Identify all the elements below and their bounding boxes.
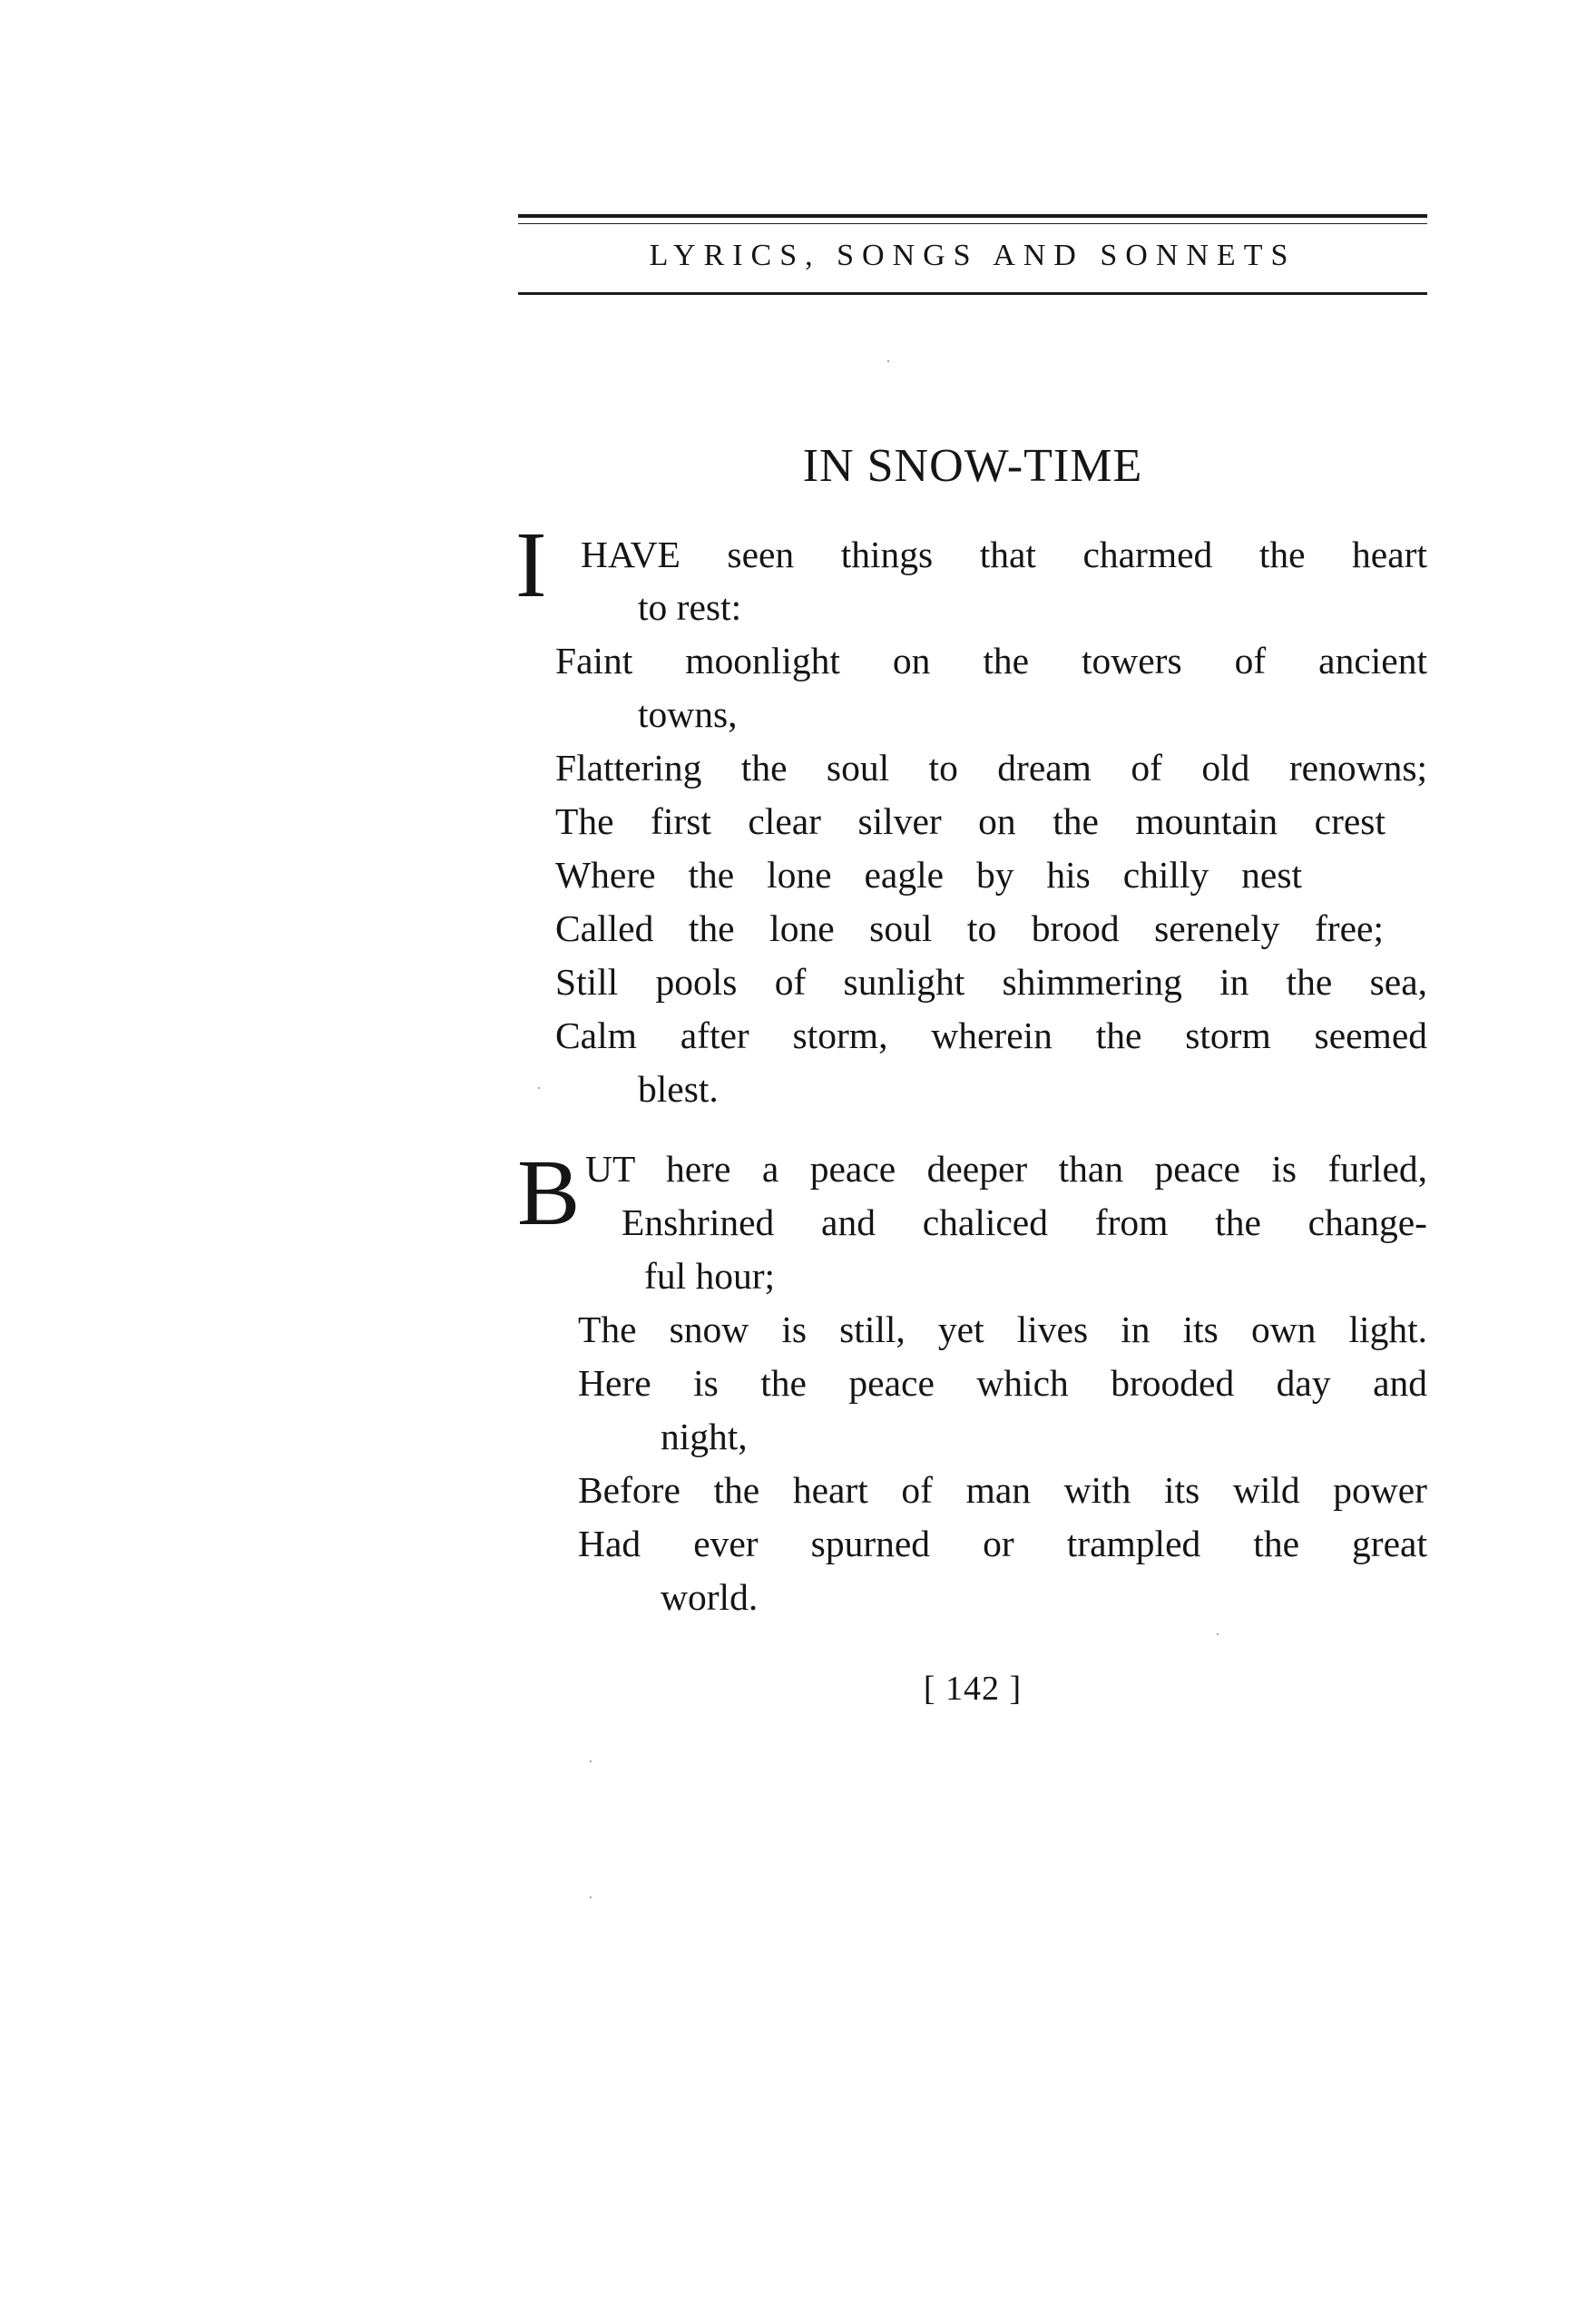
dropcap-i: I xyxy=(515,513,547,617)
poem-line: blest. xyxy=(638,1068,719,1110)
poem-line: Flattering the soul to dream of old renowns; xyxy=(555,747,1427,789)
paper-speck xyxy=(538,1087,540,1089)
poem-title: IN SNOW-TIME xyxy=(802,440,1143,492)
poem-line: Had ever spurned or trampled the great xyxy=(578,1523,1427,1564)
poem-line: Called the lone soul to brood serenely free; xyxy=(555,907,1384,949)
poem-line: Calm after storm, wherein the storm seemed xyxy=(555,1014,1427,1056)
poem-line: Where the lone eagle by his chilly nest xyxy=(555,854,1302,896)
poem-line: HAVE seen things that charmed the heart xyxy=(581,534,1427,575)
poem-line: Enshrined and chaliced from the change- xyxy=(622,1201,1427,1243)
poem-line: Before the heart of man with its wild power xyxy=(578,1469,1427,1511)
paper-speck xyxy=(887,360,889,362)
poem-line: towns, xyxy=(638,693,738,735)
poem-line: Faint moonlight on the towers of ancient xyxy=(555,640,1427,681)
running-head: LYRICS, SONGS AND SONNETS xyxy=(649,239,1297,272)
header-rule-bottom xyxy=(518,292,1427,295)
dropcap-b: B xyxy=(517,1141,581,1245)
poem-line: ful hour; xyxy=(644,1255,776,1297)
poem-line: The snow is still, yet lives in its own light. xyxy=(578,1308,1427,1350)
paper-speck xyxy=(1217,1633,1219,1635)
poem-line: UT here a peace deeper than peace is furled, xyxy=(585,1148,1427,1190)
header-rule-top-thin xyxy=(518,223,1427,224)
paper-speck xyxy=(590,1896,592,1898)
poem-line: Still pools of sunlight shimmering in the sea, xyxy=(555,961,1427,1003)
poem-line: The first clear silver on the mountain crest xyxy=(555,800,1385,842)
poem-line: world. xyxy=(661,1576,759,1618)
poem-line: night, xyxy=(661,1416,748,1457)
paper-speck xyxy=(590,1760,592,1762)
poem-line: to rest: xyxy=(638,586,742,628)
header-rule-top xyxy=(518,214,1427,218)
poem-line: Here is the peace which brooded day and xyxy=(578,1362,1427,1404)
page-number: [ 142 ] xyxy=(923,1670,1023,1708)
